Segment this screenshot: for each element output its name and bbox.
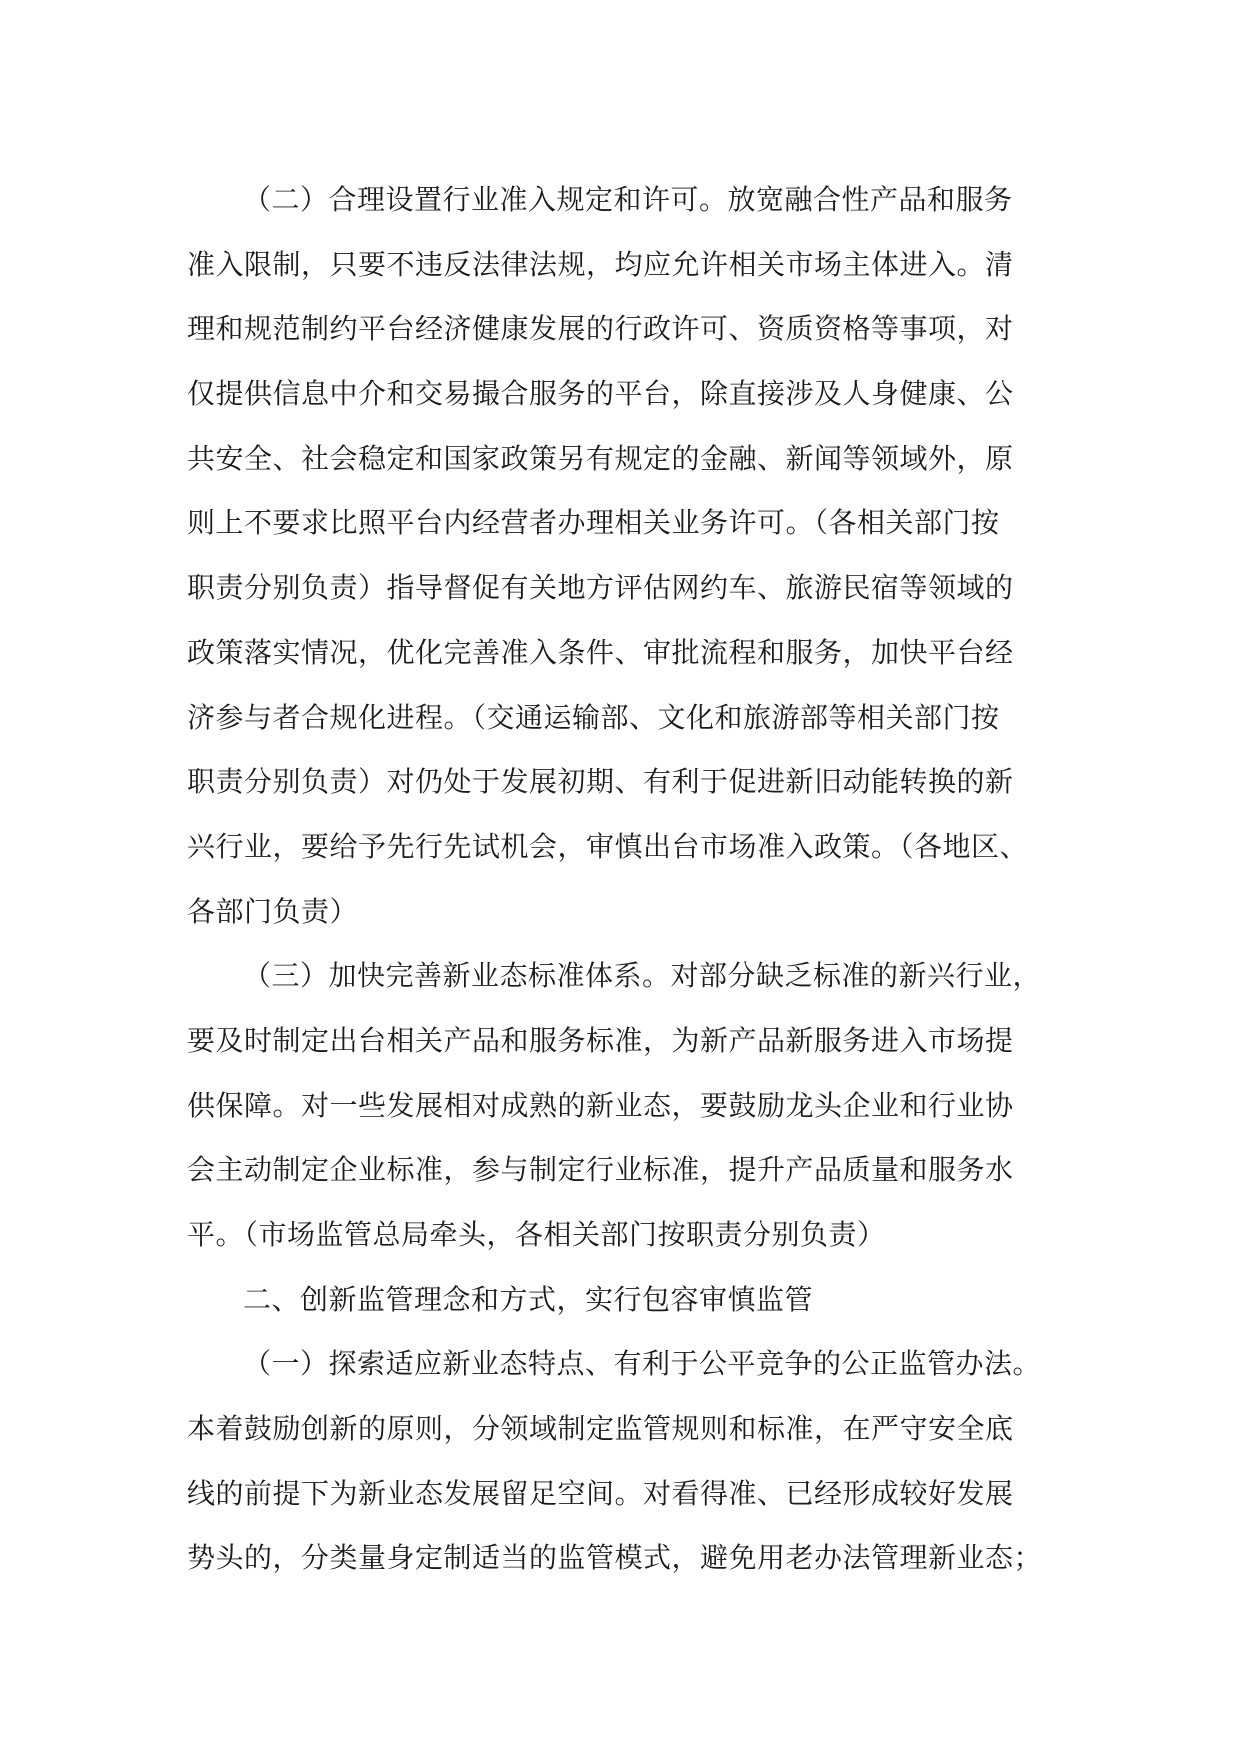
text-line: 理和规范制约平台经济健康发展的行政许可、资质资格等事项，对	[187, 312, 1014, 346]
text-line: （二）合理设置行业准入规定和许可。放宽融合性产品和服务	[243, 183, 1013, 216]
text-line: 供保障。对一些发展相对成熟的新业态，要鼓励龙头企业和行业协	[187, 1088, 1014, 1122]
text-line: 职责分别负责）对仍处于发展初期、有利于促进新旧动能转换的新	[187, 765, 1014, 799]
text-line: 准入限制，只要不违反法律法规，均应允许相关市场主体进入。清	[187, 247, 1014, 281]
text-line: 各部门负责）	[187, 894, 359, 928]
text-line: 势头的，分类量身定制适当的监管模式，避免用老办法管理新业态；	[187, 1541, 1043, 1575]
text-line: 政策落实情况，优化完善准入条件、审批流程和服务，加快平台经	[187, 635, 1014, 669]
text-line: 共安全、社会稳定和国家政策另有规定的金融、新闻等领域外，原	[187, 441, 1014, 475]
text-line: 要及时制定出台相关产品和服务标准，为新产品新服务进入市场提	[187, 1023, 1014, 1057]
text-line: 会主动制定企业标准，参与制定行业标准，提升产品质量和服务水	[187, 1153, 1014, 1187]
text-line: 线的前提下为新业态发展留足空间。对看得准、已经形成较好发展	[187, 1476, 1014, 1510]
text-line: 平。（市场监管总局牵头，各相关部门按职责分别负责）	[187, 1218, 886, 1251]
text-line: 仅提供信息中介和交易撮合服务的平台，除直接涉及人身健康、公	[187, 377, 1014, 411]
text-line: 则上不要求比照平台内经营者办理相关业务许可。（各相关部门按	[187, 506, 1000, 540]
text-line: （三）加快完善新业态标准体系。对部分缺乏标准的新兴行业，	[243, 959, 1042, 993]
document-body	[187, 168, 1087, 1591]
text-line: 济参与者合规化进程。（交通运输部、文化和旅游部等相关部门按	[187, 700, 1000, 734]
text-line: （一）探索适应新业态特点、有利于公平竞争的公正监管办法。	[243, 1347, 1042, 1381]
text-line: 职责分别负责）指导督促有关地方评估网约车、旅游民宿等领域的	[187, 571, 1014, 605]
text-line: 兴行业，要给予先行先试机会，审慎出台市场准入政策。（各地区、	[187, 829, 1029, 863]
text-line: 二、创新监管理念和方式，实行包容审慎监管	[243, 1282, 814, 1316]
text-line: 本着鼓励创新的原则，分领域制定监管规则和标准，在严守安全底	[187, 1412, 1014, 1446]
